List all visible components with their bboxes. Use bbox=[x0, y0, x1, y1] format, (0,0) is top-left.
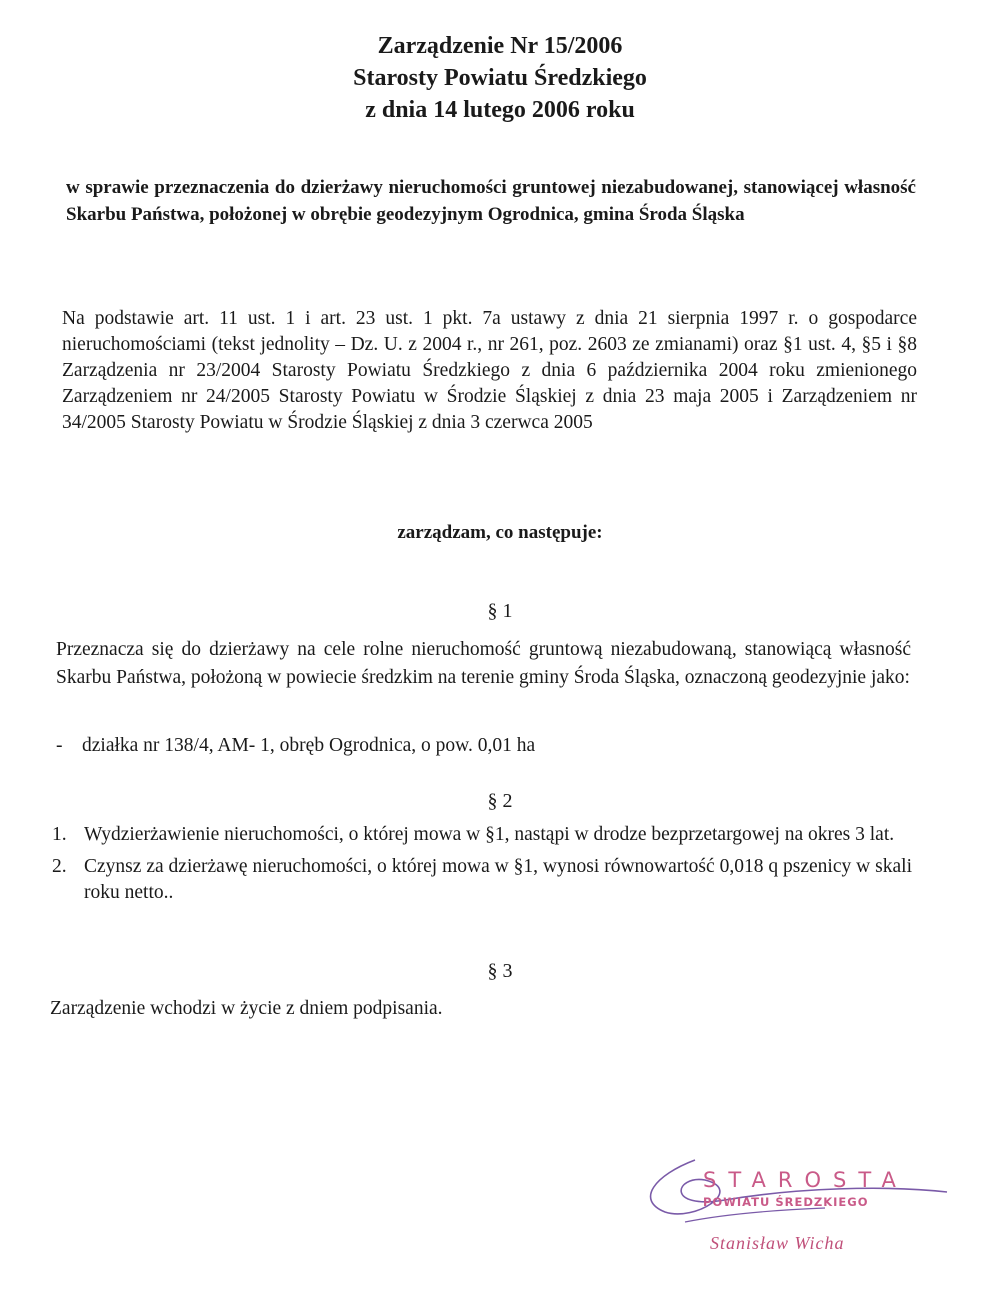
section-1-mark: § 1 bbox=[487, 600, 513, 622]
bullet-dash: - bbox=[56, 735, 63, 756]
list-item bbox=[52, 854, 912, 906]
legal-basis-paragraph: Na podstawie art. 11 ust. 1 i art. 23 ust. 1 pkt. 7a ustawy z dnia 21 sierpnia 1997 r. o gospodarce nieruchomościami (tekst jednolity – Dz. U. z 2004 r., nr 261, poz. 2603 ze zmianami) oraz §1 ust. 4, §5 i §8 Zarządzenia nr 23/2004 Starosty Powiatu Średzkiego z dnia 6 października 2004 roku zmienionego Zarządzeniem nr 24/2005 Starosty Powiatu w Środzie Śląskiej z dnia 23 maja 2005 i Zarządzeniem nr 34/2005 Starosty Powiatu w Środzie Śląskiej z dnia 3 czerwca 2005 bbox=[62, 308, 917, 433]
section-1-text: Przeznacza się do dzierżawy na cele rolne nieruchomość gruntową niezabudowaną, stanowiącą własność Skarbu Państwa, położoną w powiecie średzkim na terenie gminy Środa Śląska, oznaczoną geodezyjnie jako: bbox=[56, 639, 911, 688]
document-title bbox=[0, 30, 1000, 126]
section-1-bullet bbox=[56, 735, 916, 757]
list-item-number: 2. bbox=[52, 856, 67, 877]
title-line-2: Starosty Powiatu Średzkiego bbox=[353, 65, 647, 91]
section-3-mark: § 3 bbox=[487, 960, 513, 982]
stamp-subtitle: POWIATU ŚREDZKIEGO bbox=[703, 1195, 869, 1209]
bullet-text: działka nr 138/4, AM- 1, obręb Ogrodnica, o pow. 0,01 ha bbox=[82, 735, 536, 756]
list-item bbox=[52, 822, 912, 848]
section-3-text: Zarządzenie wchodzi w życie z dniem podpisania. bbox=[50, 998, 443, 1019]
signer-name: Stanisław Wicha bbox=[710, 1233, 845, 1253]
order-heading: zarządzam, co następuje: bbox=[397, 522, 603, 543]
section-2-list bbox=[52, 822, 912, 912]
list-item-text: Wydzierżawienie nieruchomości, o której mowa w §1, nastąpi w drodze bezprzetargowej na okres 3 lat. bbox=[84, 824, 895, 845]
section-2-mark: § 2 bbox=[487, 790, 513, 812]
title-line-3: z dnia 14 lutego 2006 roku bbox=[365, 97, 635, 123]
document-subject: w sprawie przeznaczenia do dzierżawy nieruchomości gruntowej niezabudowanej, stanowiącej własność Skarbu Państwa, położonej w obrębie geodezyjnym Ogrodnica, gmina Środa Śląska bbox=[66, 177, 916, 225]
list-item-number: 1. bbox=[52, 824, 67, 845]
stamp-title: STAROSTA bbox=[703, 1168, 908, 1192]
title-line-1: Zarządzenie Nr 15/2006 bbox=[377, 33, 623, 59]
list-item-text: Czynsz za dzierżawę nieruchomości, o której mowa w §1, wynosi równowartość 0,018 q pszenicy w skali roku netto.. bbox=[84, 856, 912, 903]
